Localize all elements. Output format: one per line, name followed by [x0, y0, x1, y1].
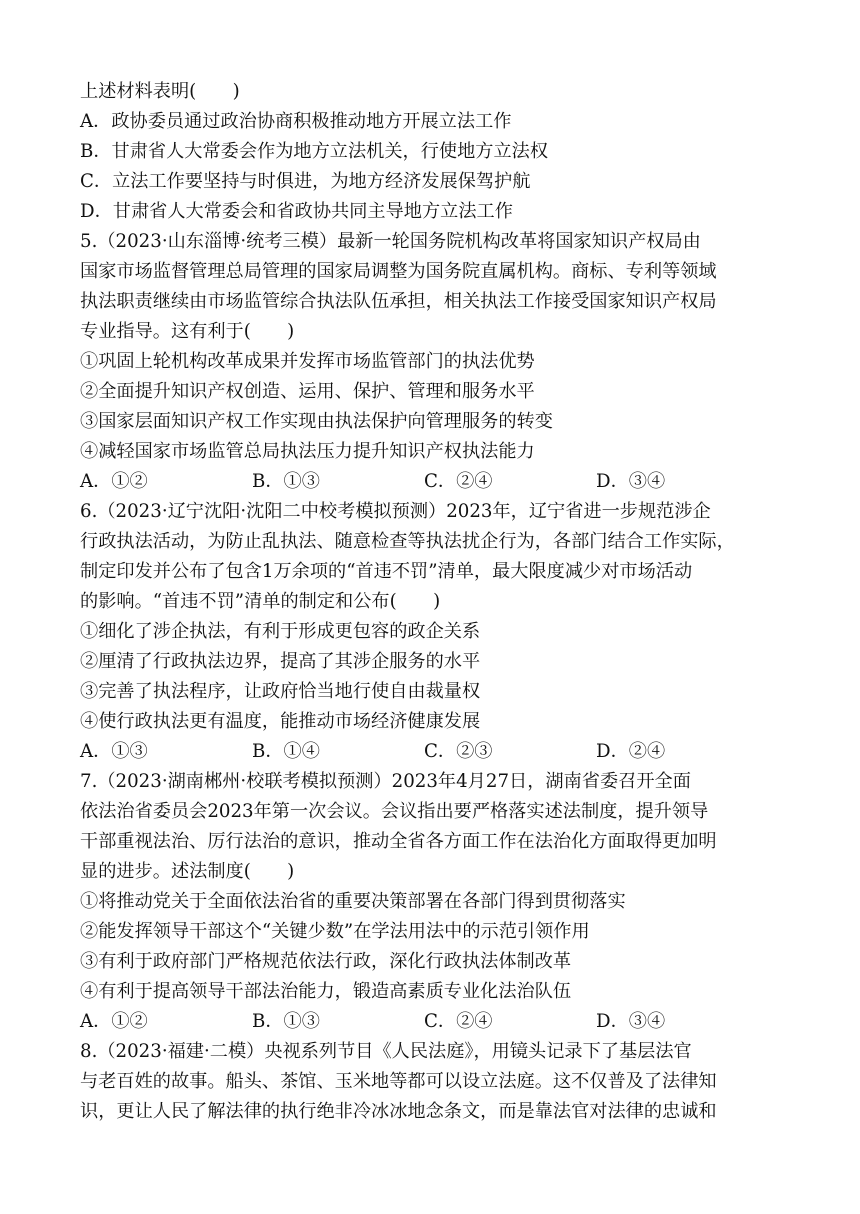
q4-option-d: D．甘肃省人大常委会和省政协共同主导地方立法工作 — [80, 201, 513, 222]
q7-stem-line: 依法治省委员会2023年第一次会议。会议指出要严格落实述法制度，提升领导 — [80, 801, 709, 822]
q7-stem-line: 显的进步。述法制度( ) — [80, 861, 295, 882]
q7-item-1: ①将推动党关于全面依法治省的重要决策部署在各部门得到贯彻落实 — [80, 891, 626, 912]
q5-item-3: ③国家层面知识产权工作实现由执法保护向管理服务的转变 — [80, 411, 553, 432]
q6-item-1: ①细化了涉企执法，有利于形成更包容的政企关系 — [80, 621, 481, 642]
q6-item-4: ④使行政执法更有温度，能推动市场经济健康发展 — [80, 711, 481, 732]
q5-stem-line: 5.（2023·山东淄博·统考三模）最新一轮国务院机构改革将国家知识产权局由 — [80, 231, 701, 252]
q6-choices — [80, 737, 780, 767]
q6-stem-line: 6.（2023·辽宁沈阳·沈阳二中校考模拟预测）2023年，辽宁省进一步规范涉企 — [80, 501, 711, 522]
q4-option-a: A．政协委员通过政治协商积极推动地方开展立法工作 — [80, 111, 512, 132]
q7-stem-line: 7.（2023·湖南郴州·校联考模拟预测）2023年4月27日，湖南省委召开全面 — [80, 771, 691, 792]
q5-stem-line: 国家市场监督管理总局管理的国家局调整为国务院直属机构。商标、专利等领域 — [80, 261, 717, 282]
q4-option-c: C．立法工作要坚持与时俱进，为地方经济发展保驾护航 — [80, 171, 531, 192]
q7-choice-d: D．③④ — [596, 1011, 666, 1032]
q5-item-4: ④减轻国家市场监管总局执法压力提升知识产权执法能力 — [80, 441, 535, 462]
q7-choice-c: C．②④ — [424, 1011, 493, 1032]
q7-stem-line: 干部重视法治、厉行法治的意识，推动全省各方面工作在法治化方面取得更加明 — [80, 831, 717, 852]
q5-choice-b: B．①③ — [252, 471, 320, 492]
q6-stem-line: 行政执法活动，为防止乱执法、随意检查等执法扰企行为，各部门结合工作实际， — [80, 531, 735, 552]
q5-stem-line: 专业指导。这有利于( ) — [80, 321, 295, 342]
q6-choice-b: B．①④ — [252, 741, 320, 762]
q5-stem-line: 执法职责继续由市场监管综合执法队伍承担，相关执法工作接受国家知识产权局 — [80, 291, 717, 312]
q5-choice-d: D．③④ — [596, 471, 666, 492]
q6-stem-line: 的影响。“首违不罚”清单的制定和公布( ) — [80, 591, 441, 612]
q7-item-2: ②能发挥领导干部这个“关键少数”在学法用法中的示范引领作用 — [80, 921, 590, 942]
q5-choice-c: C．②④ — [424, 471, 493, 492]
q7-choice-a: A．①② — [80, 1011, 148, 1032]
q6-item-3: ③完善了执法程序，让政府恰当地行使自由裁量权 — [80, 681, 481, 702]
q7-item-3: ③有利于政府部门严格规范依法行政，深化行政执法体制改革 — [80, 951, 572, 972]
q8-stem-line: 与老百姓的故事。船头、茶馆、玉米地等都可以设立法庭。这不仅普及了法律知 — [80, 1071, 717, 1092]
q7-choices — [80, 1007, 780, 1037]
q6-stem-line: 制定印发并公布了包含1万余项的“首违不罚”清单，最大限度减少对市场活动 — [80, 561, 693, 582]
q5-item-2: ②全面提升知识产权创造、运用、保护、管理和服务水平 — [80, 381, 535, 402]
q4-option-b: B．甘肃省人大常委会作为地方立法机关，行使地方立法权 — [80, 141, 549, 162]
q6-choice-a: A．①③ — [80, 741, 148, 762]
q8-stem-line: 识，更让人民了解法律的执行绝非冷冰冰地念条文，而是靠法官对法律的忠诚和 — [80, 1101, 717, 1122]
q8-stem-line: 8.（2023·福建·二模）央视系列节目《人民法庭》，用镜头记录下了基层法官 — [80, 1041, 692, 1062]
q6-choice-d: D．②④ — [596, 741, 666, 762]
q6-item-2: ②厘清了行政执法边界，提高了其涉企服务的水平 — [80, 651, 481, 672]
q4-stem-end: 上述材料表明( ) — [80, 81, 240, 102]
q6-choice-c: C．②③ — [424, 741, 493, 762]
q5-choices — [80, 467, 780, 497]
q7-choice-b: B．①③ — [252, 1011, 320, 1032]
q5-choice-a: A．①② — [80, 471, 148, 492]
q5-item-1: ①巩固上轮机构改革成果并发挥市场监管部门的执法优势 — [80, 351, 535, 372]
document-page — [80, 77, 780, 1127]
q7-item-4: ④有利于提高领导干部法治能力，锻造高素质专业化法治队伍 — [80, 981, 572, 1002]
